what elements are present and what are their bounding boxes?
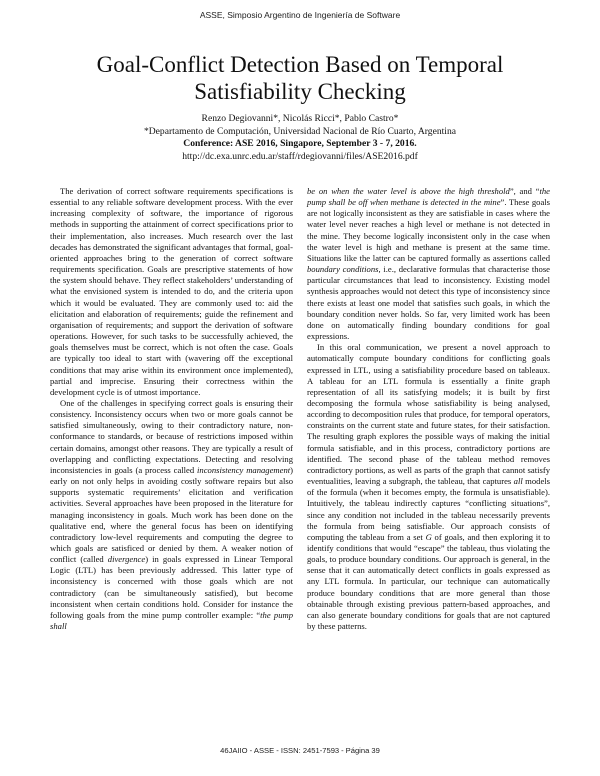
emphasis-goal-quote-2: the pump shall be off when methane is detected in the mine [307,186,550,208]
paragraph-intro: The derivation of correct software requirements specifications is essential to any reliable software development process. With the ever increasing complexity of software, the importance of rigorous methods in supporting the attainment of correct specifications prior to their implementation, also increases. Much research over the last decades has demonstrated the significant advantages that formal, goal-oriented approaches bring to the generation of correct software requirements specification. Goals are prescriptive statements of how the system should behave. They reflect stakeholders’ understanding of what the envisioned system is intended to do, and the criteria upon which it would be evaluated. They are commonly used to: aid the elicitation and elaboration of requirements; guide the refinement and organisation of requirements; and support the derivation of software operations. However, for such tasks to be successfully achieved, the goals themselves must be correct, which is not often the case. Goals are typically too ideal to start with (wavering off the exceptional conditions that may arise within its environment once implemented), partial and imprecise. Ensuring their correctness within the development cycle is of utmost importance. [50,186,293,397]
author-affiliation: *Departamento de Computación, Universidad Nacional de Río Cuarto, Argentina [143,125,457,137]
author-block [40,113,560,163]
paragraph-mine-pump [307,186,550,342]
paragraph-approach [307,342,550,632]
footer-issn: 46JAIIO - ASSE - ISSN: 2451-7593 [220,746,340,755]
text-run: of goals, and then exploring it to identify conditions that would “escape” the tableau, thus violating the goals, to produce boundary conditions. Our approach is general, in the sense that it can automatically detect conflicts in goals expressed as any LTL formula. In particular, our technique can automatically produce boundary conditions that are more general than those obtainable through existing previous pattern-based approaches, and can also generate boundary conditions for goals that are not captured by these patterns. [307,531,550,632]
text-run: ) in goals expressed in Linear Temporal Logic (LTL) has been previously addressed. This latter type of inconsistency is concerned with those goals which are not contradictory (can be simultaneously satisfied), but become inconsistent when certain conditions hold. Consider for instance the following goals from the mine pump controller example: “ [50,554,293,620]
emphasis-boundary-conditions: boundary conditions [307,264,379,275]
emphasis-goal-set-g: G [425,531,432,542]
text-run: ”. These goals are not logically inconsistent as they are satisfiable in cases where the water level never reaches a high level or methane is not detected in the mine. They become logically inconsistent only in the case when the water level is high and methane is present at the same time. Situations like the latter can be captured formally as assertions called [307,197,551,263]
paragraph-consistency [50,398,293,632]
emphasis-goal-quote-1: be on when the water level is above the high threshold [307,186,510,196]
emphasis-inconsistency-management: inconsistency management [197,464,291,475]
emphasis-divergence: divergence [107,554,146,565]
paper-title [40,51,560,105]
footer-page-number: Página 39 [345,746,380,755]
conference-line: Conference: ASE 2016, Singapore, September 3 - 7, 2016. [183,138,417,149]
right-column [307,186,550,742]
paper-title-line-2: Satisfiability Checking [194,79,406,104]
text-run: ”, and “ [509,186,540,196]
emphasis-goal-quote-start: the pump shall [50,609,293,632]
text-run: One of the challenges in specifying correct goals is ensuring their consistency. Inconsistency occurs when two or more goals cannot be satisfied simultaneously, owing to their contradictory nature, non-conformance to standards, or because of restrictions imposed within certain domains, amongst other reasons. They are typically a result of overlapping and conflicting expectations. Detecting and resolving inconsistencies in goals (a process called [50,397,293,475]
footer-separator: - [341,746,344,755]
running-header: ASSE, Simposio Argentino de Ingeniería de Software [199,10,401,20]
page-footer [0,746,600,755]
emphasis-all: all [513,476,523,487]
text-run: , i.e., declarative formulas that characterise those particular circumstances that lead to inconsistency. Existing model synthesis approaches would not detect this type of inconsistency since there exists at least one model that satisfies such goals, in which the boundary condition never holds. So far, very limited work has been done on automatically finding boundary conditions for goal expressions. [307,264,550,342]
text-run: models of the formula (when it becomes empty, the formula is unsatisfiable). Intuitively, the tableau indirectly captures “conflicting situations”, since any condition not included in the tableau necessarily prevents the formula from being satisfiable. Our approach consists of computing the tableau from a set [307,476,550,542]
text-run: ) early on not only helps in avoiding costly software repairs but also supports systematic requirements’ elicitation and verification activities. Several approaches have been proposed in the literature for managing inconsistency in goals. Much work has been done on the qualitative end, where the general focus has been on identifying contradictory low-level requirements and computing the degree to which goals are satisficed or denied by them. A weaker notion of conflict (called [50,464,294,565]
paper-url: http://dc.exa.unrc.edu.ar/staff/rdegiovanni/files/ASE2016.pdf [182,150,418,162]
body-columns [50,186,550,742]
left-column [50,186,293,742]
author-names: Renzo Degiovanni*, Nicolás Ricci*, Pablo Castro* [201,113,399,124]
paper-title-line-1: Goal-Conflict Detection Based on Temporal [96,52,504,77]
text-run: In this oral communication, we present a novel approach to automatically compute boundary conditions for conflicting goals expressed in LTL, using a satisfiability procedure based on tableaux. A tableau for an LTL formula is essentially a finite graph representation of all its satisfying models; it is built by first decomposing the formula whose satisfiability is being analysed, according to decomposition rules that produce, for temporal operators, constraints on the current state and future states, for their satisfaction. The resulting graph explores the possible ways of making the initial formula satisfiable, and in this process, contradictory portions are identified. The second phase of the tableau method removes contradictory portions, as well as parts of the graph that cannot satisfy eventualities, leaving a subgraph, the tableau, that captures [307,342,550,487]
